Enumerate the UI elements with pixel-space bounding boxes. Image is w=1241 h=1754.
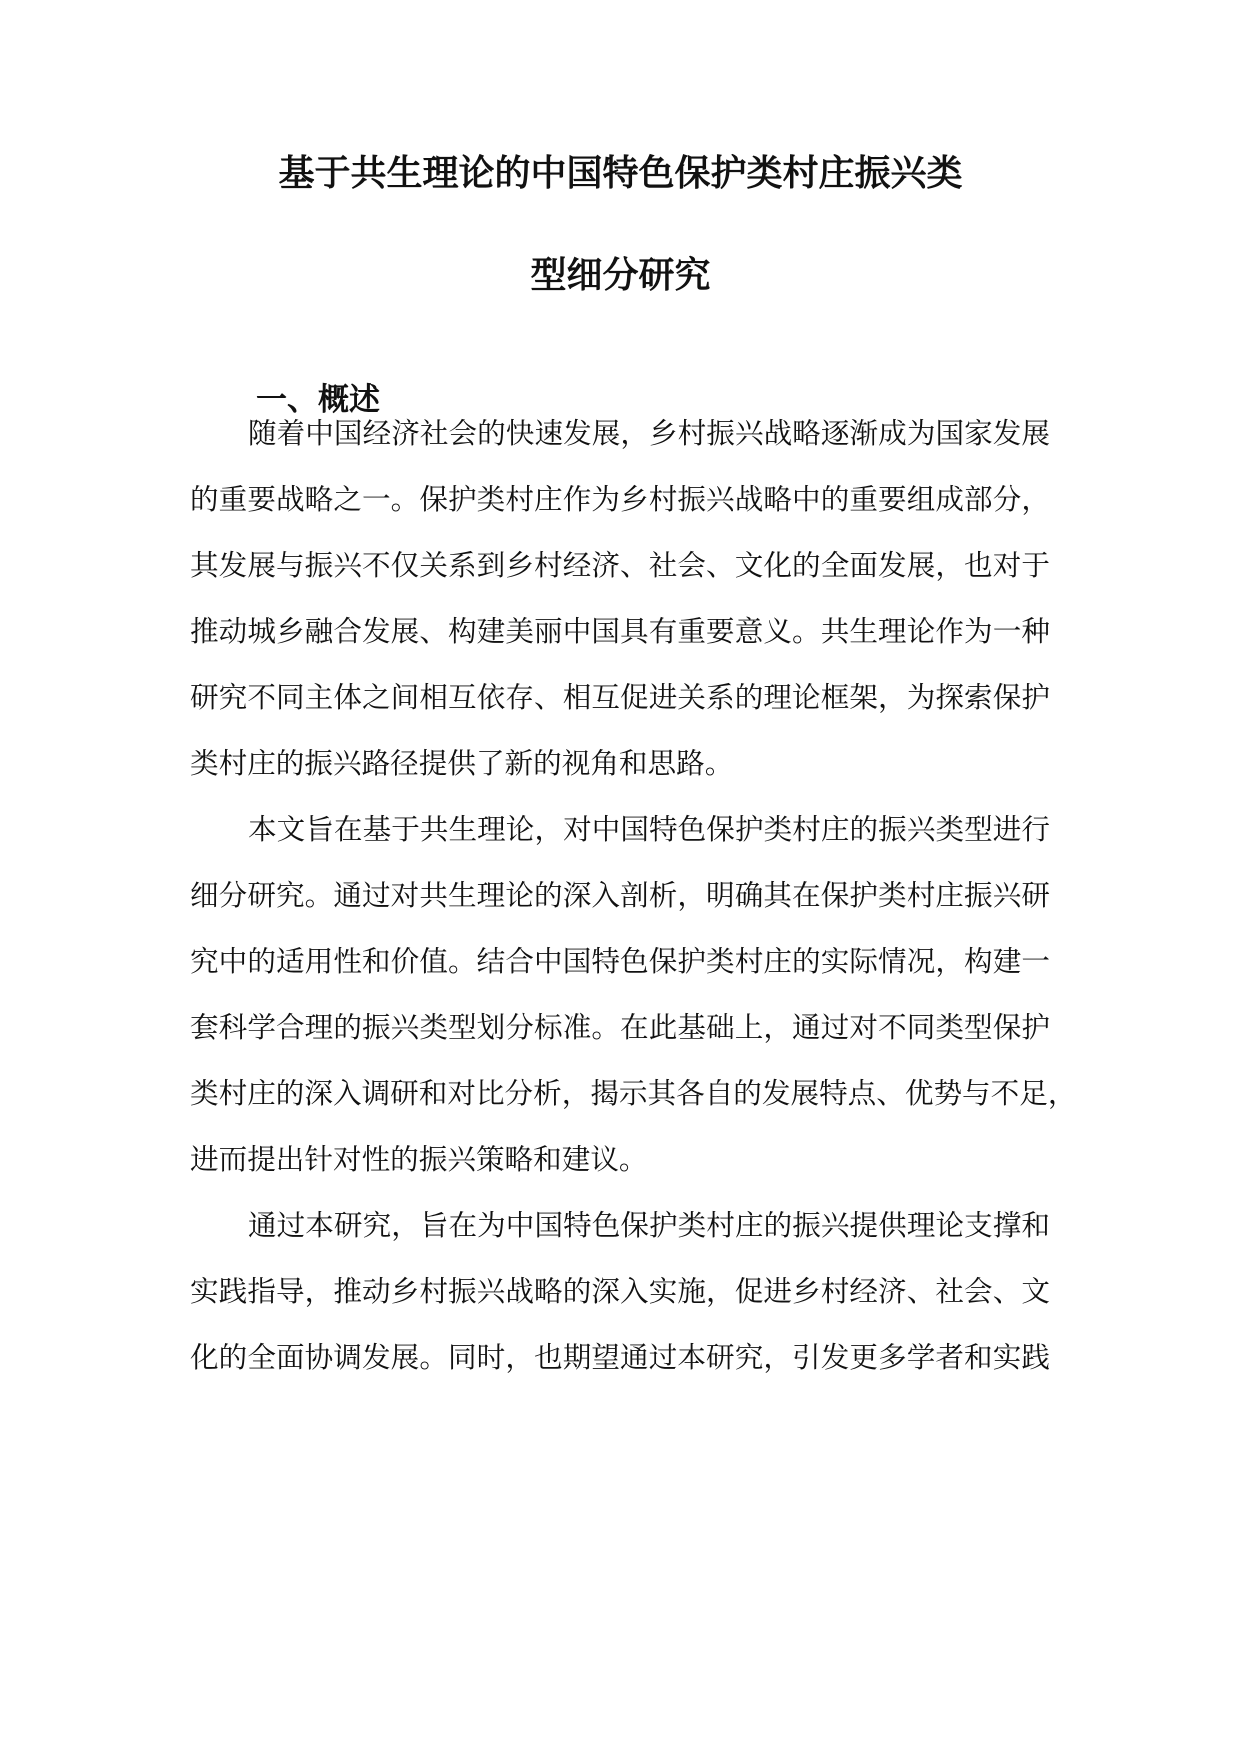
paragraph-line: 套科学合理的振兴类型划分标准。在此基础上，通过对不同类型保护 xyxy=(190,1010,1050,1044)
paragraph-line: 细分研究。通过对共生理论的深入剖析，明确其在保护类村庄振兴研 xyxy=(190,878,1050,912)
paragraph-line: 其发展与振兴不仅关系到乡村经济、社会、文化的全面发展，也对于 xyxy=(190,548,1050,582)
paragraph-line: 通过本研究，旨在为中国特色保护类村庄的振兴提供理论支撑和 xyxy=(248,1208,1050,1242)
paragraph-line: 本文旨在基于共生理论，对中国特色保护类村庄的振兴类型进行 xyxy=(248,812,1050,846)
paragraph-line: 实践指导，推动乡村振兴战略的深入实施，促进乡村经济、社会、文 xyxy=(190,1274,1050,1308)
paragraph-line: 随着中国经济社会的快速发展，乡村振兴战略逐渐成为国家发展 xyxy=(248,416,1050,450)
paragraph-line: 研究不同主体之间相互依存、相互促进关系的理论框架，为探索保护 xyxy=(190,680,1050,714)
document-title-line-2: 型细分研究 xyxy=(530,255,711,296)
paragraph-line: 类村庄的振兴路径提供了新的视角和思路。 xyxy=(190,746,734,780)
section-heading: 一、概述 xyxy=(256,382,380,418)
paragraph-line: 的重要战略之一。保护类村庄作为乡村振兴战略中的重要组成部分， xyxy=(190,482,1050,516)
paragraph-line: 推动城乡融合发展、构建美丽中国具有重要意义。共生理论作为一种 xyxy=(190,614,1050,648)
paragraph-line: 进而提出针对性的振兴策略和建议。 xyxy=(190,1142,648,1176)
paragraph-line: 类村庄的深入调研和对比分析，揭示其各自的发展特点、优势与不足， xyxy=(190,1076,1077,1110)
paragraph-line: 化的全面协调发展。同时，也期望通过本研究，引发更多学者和实践 xyxy=(190,1340,1050,1374)
document-title-line-1: 基于共生理论的中国特色保护类村庄振兴类 xyxy=(278,153,963,194)
paragraph-line: 究中的适用性和价值。结合中国特色保护类村庄的实际情况，构建一 xyxy=(190,944,1050,978)
